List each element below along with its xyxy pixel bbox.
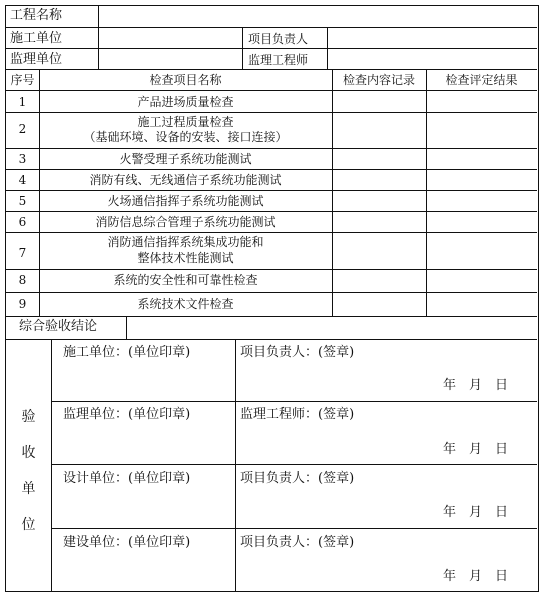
row-item: 火警受理子系统功能测试 bbox=[119, 152, 252, 166]
row-item: 系统技术文件检查 bbox=[137, 297, 234, 311]
unit-label: 监理单位：(单位印章) bbox=[63, 407, 191, 422]
row-no: 6 bbox=[18, 215, 27, 229]
row-no: 3 bbox=[18, 152, 27, 166]
project-name-label: 工程名称 bbox=[10, 8, 63, 23]
row-item: 产品进场质量检查 bbox=[137, 95, 234, 109]
row-item: 系统的安全性和可靠性检查 bbox=[113, 273, 258, 287]
row-no: 5 bbox=[18, 194, 27, 208]
row-no: 9 bbox=[18, 297, 27, 311]
row-no: 4 bbox=[18, 173, 27, 187]
project-manager-label: 项目负责人 bbox=[248, 32, 309, 46]
date-label: 年 月 日 bbox=[443, 442, 509, 457]
row-item: 施工过程质量检查 bbox=[137, 115, 234, 129]
row-item: 消防信息综合管理子系统功能测试 bbox=[95, 215, 276, 229]
acceptance-side-label: 验 bbox=[21, 409, 36, 425]
supervising-engineer-label: 监理工程师 bbox=[248, 53, 309, 67]
col-seq-header: 序号 bbox=[10, 73, 35, 87]
person-label: 项目负责人：(签章) bbox=[240, 345, 355, 360]
person-label: 项目负责人：(签章) bbox=[240, 471, 355, 486]
contractor-label: 施工单位 bbox=[10, 31, 63, 46]
unit-label: 施工单位：(单位印章) bbox=[63, 345, 191, 360]
col-record-header: 检查内容记录 bbox=[342, 73, 415, 87]
row-no: 1 bbox=[18, 95, 27, 109]
row-item: 消防有线、无线通信子系统功能测试 bbox=[89, 173, 282, 187]
date-label: 年 月 日 bbox=[443, 569, 509, 584]
unit-label: 建设单位：(单位印章) bbox=[63, 535, 191, 550]
col-result-header: 检查评定结果 bbox=[445, 73, 518, 87]
supervisor-label: 监理单位 bbox=[10, 52, 63, 67]
row-no: 2 bbox=[18, 122, 27, 136]
row-no: 7 bbox=[18, 246, 27, 260]
date-label: 年 月 日 bbox=[443, 505, 509, 520]
date-label: 年 月 日 bbox=[443, 378, 509, 393]
person-label: 项目负责人：(签章) bbox=[240, 535, 355, 550]
person-label: 监理工程师：(签章) bbox=[240, 407, 355, 422]
col-item-header: 检查项目名称 bbox=[149, 73, 222, 87]
row-item-detail: （基础环境、设备的安装、接口连接） bbox=[83, 130, 288, 144]
unit-label: 设计单位：(单位印章) bbox=[63, 471, 191, 486]
row-item: 火场通信指挥子系统功能测试 bbox=[107, 194, 264, 208]
row-no: 8 bbox=[18, 273, 27, 287]
conclusion-label: 综合验收结论 bbox=[19, 319, 98, 334]
row-item: 消防通信指挥系统集成功能和 bbox=[107, 235, 264, 249]
row-item-detail: 整体技术性能测试 bbox=[137, 251, 234, 265]
acceptance-form: 工程名称 施工单位 项目负责人 监理单位 监理工程师 序号 检查项目名称 检查内容记录 检查评定结果 1 产品进场质量检查 2 施工过程质量检查 （基础环境、设备的安装、接口连接） 3 火警受理子系统功能测试 4 消防有线、无线通信子系统功能测试 5 火场通信指挥子系统功能测试 6 消防信息综合管理子系统功能测试 7 消防通信指挥系统集成功能和 整体技术性能测试 8 系统的安全性和可靠性检查 9 系统技术文件检查 综合验收结论 验 收 单 位 施工单位：(单位印章) 项目负责人：(签章) 年 月 日 监理单位：(单位印章) 监理工程师：(签章) 年 月 日 设计单位：(单位印章) 项目负责人：(签章) 年 月 日 建设单位：(单位印章) 项目负责人：(签章) 年 月 日 bbox=[5, 5, 539, 592]
header-divider bbox=[98, 6, 99, 69]
